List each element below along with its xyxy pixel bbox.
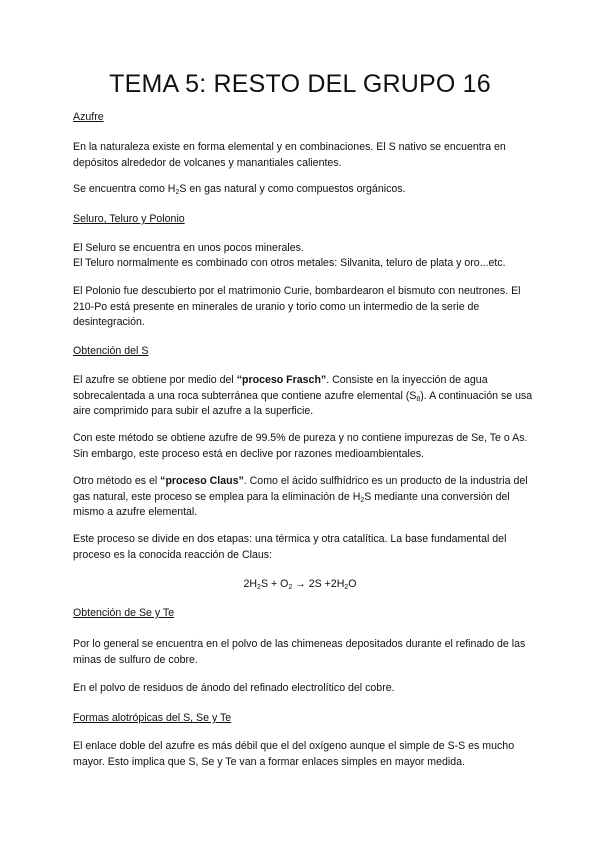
- paragraph-claus: Otro método es el “proceso Claus”. Como el ácido sulfhídrico es un producto de la industria del gas natural, este proceso se emplea para la eliminación de $H_2S$ mediante una conversión del mismo a azufre elemental.: [73, 475, 528, 519]
- page-title: TEMA 5: RESTO DEL GRUPO 16: [109, 70, 491, 98]
- heading-obtencion-se-te: Obtención de Se y Te: [73, 607, 175, 619]
- paragraph-enlaces: El enlace doble del azufre es más débil que el del oxígeno aunque el simple de S-S es mucho mayor. Esto implica que S, Se y Te van a formar enlaces simples en mayor medida.: [73, 740, 515, 768]
- heading-formas-alotropicas: Formas alotrópicas del S, Se y Te: [73, 712, 232, 724]
- claus-reaction-equation: $2H_2S + O_2 \to 2S +2H_2O$: [243, 578, 357, 591]
- paragraph-pureza: Con este método se obtiene azufre de 99.5% de pureza y no contiene impurezas de Se, Te o As. Sin embargo, este proceso está en declive por razones medioambientales.: [73, 432, 528, 460]
- paragraph-polonio: El Polonio fue descubierto por el matrimonio Curie, bombardearon el bismuto con neutrones. El 210-Po está presente en minerales de uranio y torio como un intermedio de la serie de desintegración.: [73, 285, 521, 329]
- heading-seluro-teluro-polonio: Seluro, Teluro y Polonio: [73, 213, 185, 225]
- paragraph-azufre-2: Se encuentra como $H_2S$ en gas natural y como compuestos orgánicos.: [73, 183, 406, 196]
- paragraph-anodo: En el polvo de residuos de ánodo del refinado electrolítico del cobre.: [73, 682, 395, 694]
- heading-azufre: Azufre: [73, 111, 104, 123]
- paragraph-teluro: El Teluro normalmente es combinado con otros metales: Silvanita, teluro de plata y oro...etc.: [73, 257, 506, 269]
- paragraph-frasch: El azufre se obtiene por medio del “proceso Frasch”. Consiste en la inyección de agua sobrecalentada a una roca subterránea que contiene azufre elemental $(S_8)$. A continuación se usa aire comprimido para subir el azufre a la superficie.: [73, 374, 533, 418]
- paragraph-seluro: El Seluro se encuentra en unos pocos minerales.: [73, 242, 304, 254]
- paragraph-etapas: Este proceso se divide en dos etapas: una térmica y otra catalítica. La base fundamental del proceso es la conocida reacción de Claus:: [73, 533, 507, 561]
- paragraph-azufre-1: En la naturaleza existe en forma elemental y en combinaciones. El S nativo se encuentra en depósitos alrededor de volcanes y manantiales calientes.: [73, 141, 506, 169]
- heading-obtencion-s: Obtención del S: [73, 345, 149, 357]
- paragraph-chimeneas: Por lo general se encuentra en el polvo de las chimeneas depositados durante el refinado de las minas de sulfuro de cobre.: [73, 638, 526, 666]
